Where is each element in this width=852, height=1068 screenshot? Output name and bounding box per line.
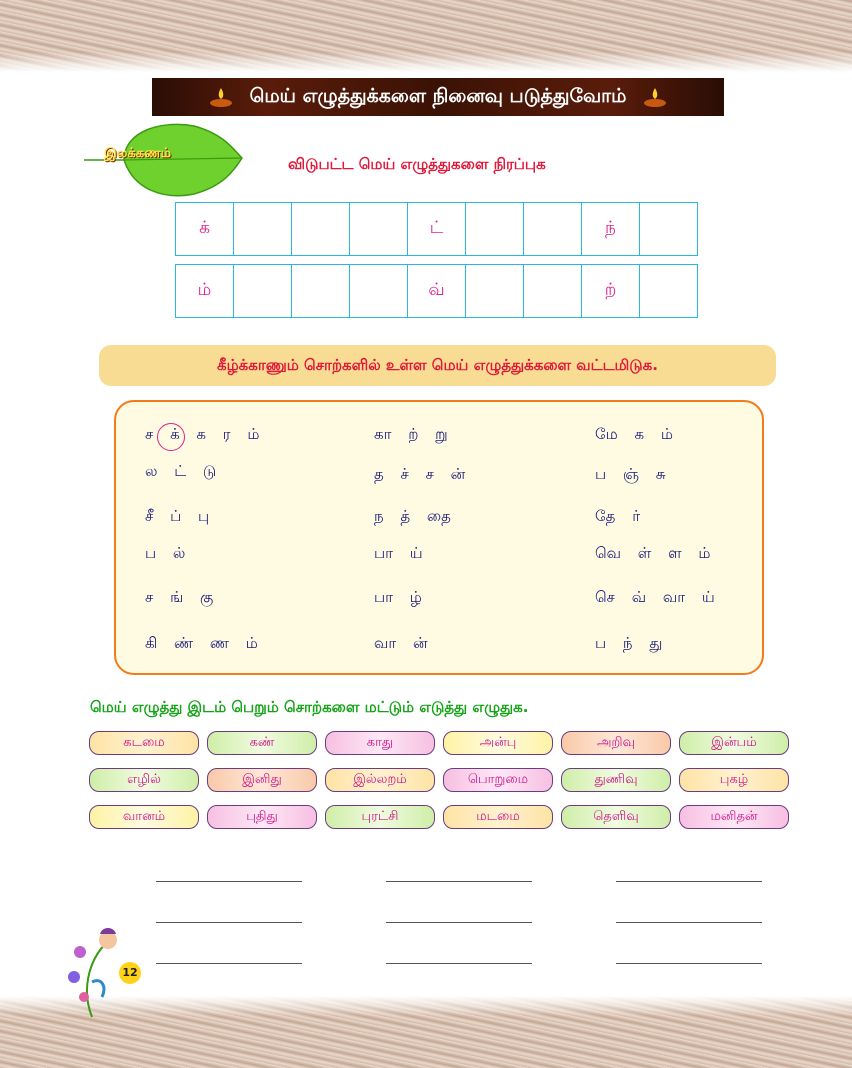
word-pill[interactable]: காது (325, 731, 435, 755)
word-pill[interactable]: அன்பு (443, 731, 553, 755)
word-item[interactable]: த ச் ச ன் (374, 465, 472, 483)
word-pill[interactable]: தெளிவு (561, 805, 671, 829)
grid-cell[interactable]: ட் (408, 203, 466, 256)
exercise2-instruction: கீழ்க்காணும் சொற்களில் உள்ள மெய் எழுத்துக்களை வட்டமிடுக. (217, 355, 658, 374)
answer-line[interactable] (616, 963, 762, 964)
word-item[interactable]: செ வ் வா ய் (595, 588, 721, 606)
page-title: மெய் எழுத்துக்களை நினைவு படுத்துவோம் (249, 84, 627, 107)
grid-cell[interactable] (524, 203, 582, 256)
word-pill[interactable]: மடமை (443, 805, 553, 829)
page-number: 12 (119, 962, 141, 984)
word-item[interactable]: தே ர் (595, 507, 647, 525)
grid-cell[interactable]: ந் (582, 203, 640, 256)
word-item[interactable]: ப ந் து (595, 634, 669, 652)
word-item[interactable]: மே க ம் (595, 425, 679, 443)
section-badge: இலக்கணம் (104, 146, 172, 161)
grid-cell[interactable] (292, 203, 350, 256)
word-pill[interactable]: புதிது (207, 805, 317, 829)
fill-in-grid-row2 (175, 264, 698, 318)
word-pill[interactable]: பொறுமை (443, 768, 553, 792)
grid-cell[interactable] (640, 203, 698, 256)
answer-line[interactable] (386, 963, 532, 964)
grid-cell[interactable] (234, 265, 292, 318)
word-item[interactable]: ச க் க ர ம் (145, 425, 266, 443)
word-pill[interactable]: இல்லறம் (325, 768, 435, 792)
grid-cell[interactable]: ம் (176, 265, 234, 318)
answer-line[interactable] (156, 881, 302, 882)
word-item[interactable]: ந த் தை (374, 507, 457, 525)
answer-line[interactable] (156, 963, 302, 964)
grid-cell[interactable] (466, 203, 524, 256)
word-item[interactable]: ப ல் (145, 544, 192, 562)
grid-cell[interactable] (524, 265, 582, 318)
word-item[interactable]: பா ய் (374, 544, 429, 562)
answer-line[interactable] (156, 922, 302, 923)
grid-cell[interactable] (350, 265, 408, 318)
exercise3-instruction: மெய் எழுத்து இடம் பெறும் சொற்களை மட்டும் எடுத்து எழுதுக. (90, 698, 529, 716)
word-pill[interactable]: புகழ் (679, 768, 789, 792)
word-pill[interactable]: வானம் (89, 805, 199, 829)
word-pill[interactable]: கண் (207, 731, 317, 755)
answer-line[interactable] (616, 881, 762, 882)
word-pill[interactable]: அறிவு (561, 731, 671, 755)
grid-cell[interactable]: ற் (582, 265, 640, 318)
word-pill[interactable]: இன்பம் (679, 731, 789, 755)
word-item[interactable]: வா ன் (374, 634, 434, 652)
grid-cell[interactable] (466, 265, 524, 318)
word-pill[interactable]: கடமை (89, 731, 199, 755)
oil-lamp-icon (642, 84, 668, 110)
word-item[interactable]: வெ ள் ள ம் (595, 544, 717, 562)
grid-cell[interactable] (292, 265, 350, 318)
answer-line[interactable] (386, 922, 532, 923)
word-item[interactable]: பா ழ் (374, 588, 428, 606)
word-item[interactable]: ச ங் கு (145, 588, 220, 606)
word-item[interactable]: ல ட் டு (145, 462, 223, 480)
word-item[interactable]: கா ற் று (374, 425, 454, 443)
grid-cell[interactable]: வ் (408, 265, 466, 318)
answer-line[interactable] (616, 922, 762, 923)
grid-cell[interactable] (350, 203, 408, 256)
exercise1-instruction: விடுபட்ட மெய் எழுத்துகளை நிரப்புக (288, 155, 546, 173)
exercise2-banner (99, 345, 776, 386)
decorative-manuscript-band-top (0, 0, 852, 72)
oil-lamp-icon (208, 84, 234, 110)
word-item[interactable]: சீ ப் பு (145, 507, 216, 525)
word-item[interactable]: ப ஞ் சு (595, 465, 672, 483)
grid-cell[interactable]: க் (176, 203, 234, 256)
grid-cell[interactable] (640, 265, 698, 318)
grid-cell[interactable] (234, 203, 292, 256)
word-pill[interactable]: இனிது (207, 768, 317, 792)
word-pill[interactable]: மனிதன் (679, 805, 789, 829)
answer-line[interactable] (386, 881, 532, 882)
word-pill[interactable]: எழில் (89, 768, 199, 792)
word-item[interactable]: கி ண் ண ம் (145, 634, 264, 652)
word-pill[interactable]: துணிவு (561, 768, 671, 792)
word-pill[interactable]: புரட்சி (325, 805, 435, 829)
page-header (152, 78, 724, 116)
fill-in-grid-row1 (175, 202, 698, 256)
